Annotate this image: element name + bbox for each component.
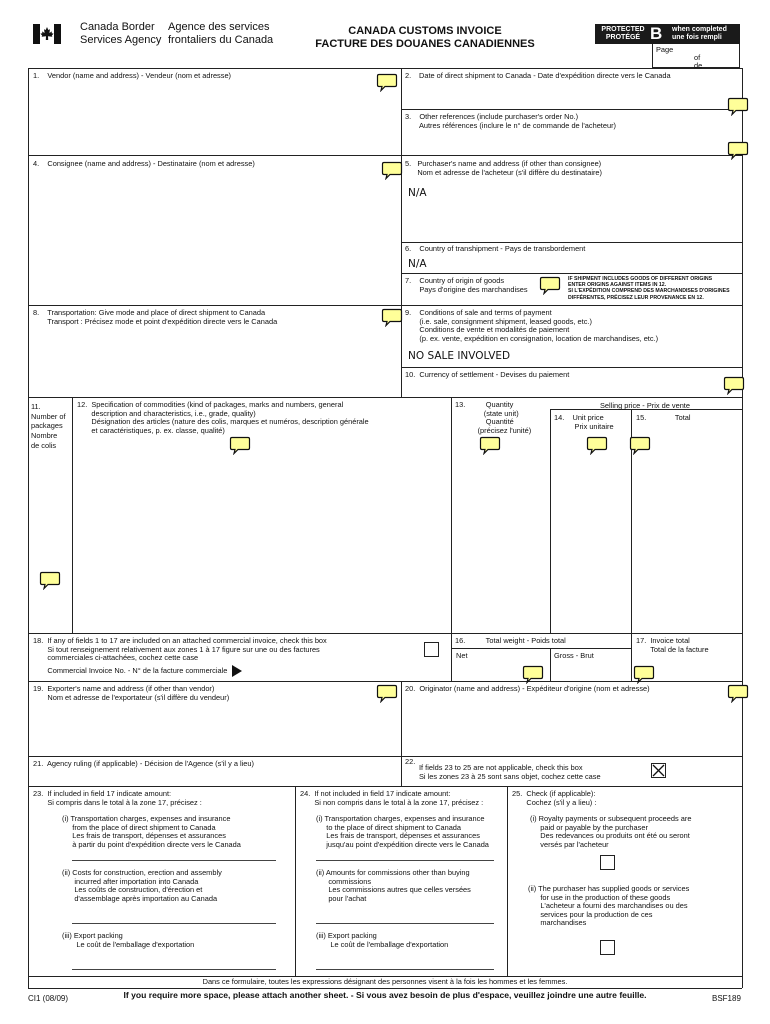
field-8-transportation-label: 8. Transportation: Give mode and place of direct shipment to Canada Transport : Précisez mode et point d'expédition directe vers le Canada — [33, 308, 278, 326]
field-18-commercial-invoice-no: Commercial Invoice No. - N° de la facture commerciale — [33, 666, 228, 675]
field-6-transhipment-value[interactable]: N/A — [408, 258, 427, 270]
field-7-country-of-origin-label: 7. Country of origin of goods Pays d'origine des marchandises — [405, 276, 528, 294]
comment-note-icon[interactable] — [376, 73, 398, 92]
canada-flag-icon — [33, 24, 61, 44]
comment-note-icon[interactable] — [723, 376, 745, 395]
form-code: BSF189 — [712, 994, 741, 1003]
field-23-ii-line[interactable] — [72, 923, 276, 924]
comment-note-icon[interactable] — [633, 665, 655, 684]
comment-note-icon[interactable] — [522, 665, 544, 684]
field-1-vendor-label: 1. Vendor (name and address) - Vendeur (nom et adresse) — [33, 71, 232, 80]
field-24-i-label: (i) Transportation charges, expenses and insurance to the place of direct shipment to Canada Les frais de transport, dépenses et assurances jusqu'au point d'expédition directe vers le Canada — [316, 814, 489, 849]
comment-note-icon[interactable] — [629, 436, 651, 455]
field-24-ii-line[interactable] — [316, 923, 494, 924]
field-22-checkbox-checked[interactable] — [651, 763, 666, 778]
comment-note-icon[interactable] — [376, 684, 398, 703]
field-24-iii-line[interactable] — [316, 969, 494, 970]
field-15-total-label: 15. Total — [636, 413, 691, 422]
protected-letter: B — [650, 24, 663, 43]
comment-note-icon[interactable] — [39, 571, 61, 590]
field-25-i-label: (i) Royalty payments or subsequent proceeds are paid or payable by the purchaser Des redevances ou produits ont été ou seront versés par l'acheteur — [530, 814, 692, 849]
comment-note-icon[interactable] — [586, 436, 608, 455]
form-id: CI1 (08/09) — [28, 994, 69, 1003]
field-21-agency-ruling-label: 21. Agency ruling (if applicable) - Décision de l'Agence (s'il y a lieu) — [33, 759, 254, 768]
field-23-iii-line[interactable] — [72, 969, 276, 970]
field-19-exporter-label: 19. Exporter's name and address (if other than vendor) Nom et adresse de l'exportateur (s'il diffère du vendeur) — [33, 684, 230, 702]
field-16-gross-label: Gross - Brut — [554, 651, 594, 660]
comment-note-icon[interactable] — [727, 141, 749, 160]
field-23-i-line[interactable] — [72, 860, 276, 861]
field-12-commodities-label: 12. Specification of commodities (kind of packages, marks and numbers, general description and characteristics, i.e., grade, quality) Désignation des articles (nature des colis, marques et numéros, description générale et caractéristiques, p. ex. classe, qualité) — [77, 400, 369, 435]
field-7-origins-note: IF SHIPMENT INCLUDES GOODS OF DIFFERENT ORIGINS ENTER ORIGINS AGAINST ITEMS IN 12. SI L'EXPÉDITION COMPREND DES MARCHANDISES D'ORIGINES DIFFÉRENTES, PRÉCISEZ LEUR PROVENANCE EN 12. — [568, 276, 730, 301]
of-label: of de — [694, 53, 703, 71]
field-23-iii-label: (iii) Export packing Le coût de l'emballage d'exportation — [62, 931, 195, 949]
field-25-ii-label: (ii) The purchaser has supplied goods or services for use in the production of these goods L'acheteur a fourni des marchandises ou des services pour la production de ces marchandises — [528, 884, 690, 928]
arrow-right-icon — [232, 665, 242, 677]
field-24-iii-label: (iii) Export packing Le coût de l'emballage d'exportation — [316, 931, 449, 949]
more-space-note: If you require more space, please attach another sheet. - Si vous avez besoin de plus d'espace, veuillez joindre une autre feuille. — [123, 990, 647, 1000]
field-22-number: 22. — [405, 757, 416, 766]
field-25-i-checkbox[interactable] — [600, 855, 615, 870]
comment-note-icon[interactable] — [727, 97, 749, 116]
when-completed-label: when completed une fois rempli — [672, 26, 727, 42]
field-13-quantity-label: 13. Quantity (state unit) Quantité (précisez l'unité) — [455, 400, 532, 435]
comment-note-icon[interactable] — [229, 436, 251, 455]
field-10-currency-label: 10. Currency of settlement - Devises du paiement — [405, 370, 570, 379]
field-22-not-applicable-label: If fields 23 to 25 are not applicable, check this box Si les zones 23 à 25 sont sans objet, cochez cette case — [419, 763, 601, 781]
field-2-shipment-date-label: Date of direct shipment to Canada - Date d'expédition directe vers le Canada — [419, 71, 671, 80]
field-25-check-label: 25. Check (if applicable): Cochez (s'il y a lieu) : — [512, 789, 597, 807]
field-17-invoice-total-label: 17. Invoice total Total de la facture — [636, 636, 709, 654]
field-23-ii-label: (ii) Costs for construction, erection and assembly incurred after importation into Canada Les coûts de construction, d'érection et d'assemblage après importation au Canada — [62, 868, 222, 903]
field-18-checkbox[interactable] — [424, 642, 439, 657]
comment-note-icon[interactable] — [381, 161, 403, 180]
field-25-ii-checkbox[interactable] — [600, 940, 615, 955]
field-16-net-label: Net — [456, 651, 468, 660]
comment-note-icon[interactable] — [727, 684, 749, 703]
field-6-transhipment-label: 6. Country of transhipment - Pays de transbordement — [405, 244, 586, 253]
comment-note-icon[interactable] — [539, 276, 561, 295]
field-9-conditions-label: 9. Conditions of sale and terms of payment (i.e. sale, consignment shipment, leased goods, etc.) Conditions de vente et modalités de paiement (p. ex. vente, expédition en consignation, location de marchandises, etc.) — [405, 308, 659, 343]
field-23-i-label: (i) Transportation charges, expenses and insurance from the place of direct shipment to Canada Les frais de transport, dépenses et assurances à partir du point d'expédition directe vers le Canada — [62, 814, 241, 849]
field-5-purchaser-label: 5. Purchaser's name and address (if other than consignee) Nom et adresse de l'acheteur (s'il diffère du destinataire) — [405, 159, 602, 177]
field-2-number: 2. — [405, 71, 412, 80]
field-16-total-weight-label: 16. Total weight - Poids total — [455, 636, 566, 645]
field-3-other-references-label: 3. Other references (include purchaser's order No.) Autres références (inclure le n° de commande de l'acheteur) — [405, 112, 616, 130]
field-18-attached-invoice-label: 18. If any of fields 1 to 17 are included on an attached commercial invoice, check this box Si tout renseignement relativement aux zones 1 à 17 figure sur une ou des factures commerciales ci-attachées, cochez cette case — [33, 636, 327, 663]
field-11-packages-label: 11. Number of packages Nombre de colis — [31, 402, 66, 450]
form-title-fr: FACTURE DES DOUANES CANADIENNES — [315, 38, 535, 50]
page-label: Page — [656, 45, 674, 54]
agency-name-en: Canada Border Services Agency — [80, 21, 162, 46]
agency-name-fr: Agence des services frontaliers du Canada — [168, 21, 274, 46]
field-14-unit-price-label: 14. Unit price Prix unitaire — [554, 413, 614, 431]
gender-note: Dans ce formulaire, toutes les expressions désignant des personnes visent à la fois les hommes et les femmes. — [202, 977, 568, 986]
field-24-i-line[interactable] — [316, 860, 494, 861]
field-5-purchaser-value[interactable]: N/A — [408, 187, 427, 199]
field-24-ii-label: (ii) Amounts for commissions other than buying commissions Les commissions autres que celles versées pour l'achat — [316, 868, 471, 903]
protected-label: PROTECTED PROTÉGÉ — [601, 26, 645, 42]
comment-note-icon[interactable] — [479, 436, 501, 455]
form-title-en: CANADA CUSTOMS INVOICE — [348, 25, 502, 37]
field-20-originator-label: 20. Originator (name and address) - Expéditeur d'origine (nom et adresse) — [405, 684, 650, 693]
field-4-consignee-label: 4. Consignee (name and address) - Destinataire (nom et adresse) — [33, 159, 255, 168]
field-24-not-included-label: 24. If not included in field 17 indicate amount: Si non compris dans le total à la zone 17, précisez : — [300, 789, 484, 807]
field-23-included-label: 23. If included in field 17 indicate amount: Si compris dans le total à la zone 17, précisez : — [33, 789, 202, 807]
field-9-conditions-value[interactable]: NO SALE INVOLVED — [408, 350, 511, 362]
comment-note-icon[interactable] — [381, 308, 403, 327]
selling-price-label: Selling price - Prix de vente — [600, 401, 690, 410]
